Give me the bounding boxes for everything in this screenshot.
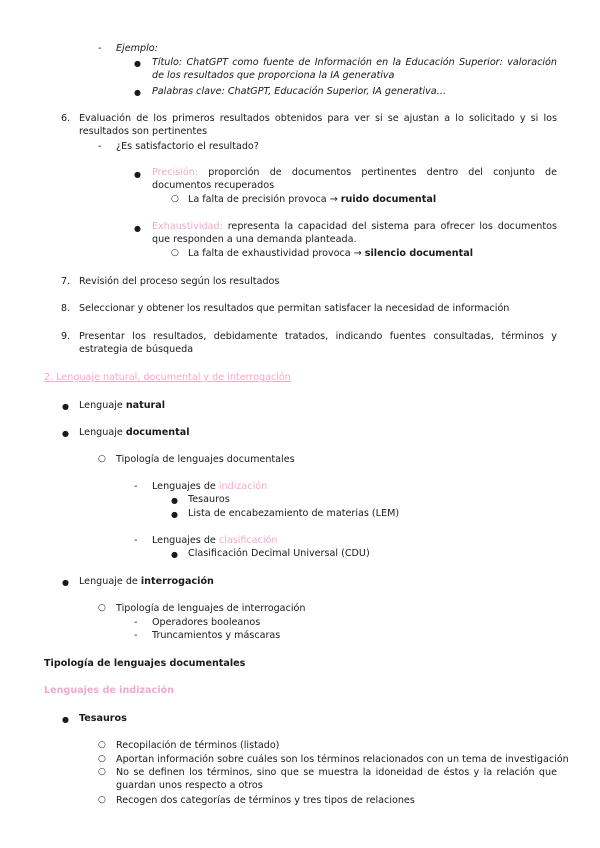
- step-number: 7.: [61, 276, 71, 287]
- bullet-icon: ●: [134, 224, 141, 233]
- lenguaje-natural-bold: natural: [125, 400, 166, 411]
- tesauros-item: Tesauros: [188, 494, 230, 505]
- ejemplo-palabras: Palabras clave: ChatGPT, Educación Superior, IA generativa…: [152, 86, 447, 97]
- dash-marker: -: [134, 535, 138, 546]
- dash-marker: -: [134, 630, 138, 641]
- step-6-question: ¿Es satisfactorio el resultado?: [116, 141, 259, 152]
- step-7-text: Revisión del proceso según los resultados: [79, 276, 280, 287]
- bullet-icon: ●: [134, 88, 141, 97]
- tesauros-point: No se definen los términos, sino que se muestra la idoneidad de éstos y la relación que guardan unos respecto a otros: [116, 767, 557, 791]
- step-number: 9.: [61, 331, 71, 342]
- precision-item: [152, 166, 557, 192]
- tesauros-heading: Tesauros: [79, 713, 127, 724]
- circle-bullet-icon: ○: [171, 248, 179, 258]
- tipologia-documentales: Tipología de lenguajes documentales: [116, 454, 295, 465]
- bullet-icon: ●: [171, 510, 178, 519]
- exhaustividad-sub-text: La falta de exhaustividad provoca →: [188, 248, 365, 259]
- exhaustividad-sub: [188, 247, 473, 260]
- lenguaje-documental-pre: Lenguaje: [79, 427, 126, 438]
- step-number: 6.: [61, 113, 71, 124]
- bullet-icon: ●: [62, 715, 69, 724]
- clasificacion-pre: Lenguajes de: [152, 535, 219, 546]
- lenguajes-clasificacion: [152, 534, 277, 547]
- circle-bullet-icon: ○: [98, 754, 106, 764]
- precision-sub: [188, 193, 436, 206]
- precision-sub-text: La falta de precisión provoca →: [188, 194, 341, 205]
- lenguaje-documental-bold: documental: [125, 427, 190, 438]
- precision-term: Precisión:: [152, 167, 199, 178]
- interrogacion-pre: Lenguaje de: [79, 576, 141, 587]
- bullet-icon: ●: [62, 578, 69, 587]
- silencio-documental: silencio documental: [364, 248, 473, 259]
- circle-bullet-icon: ○: [98, 767, 106, 777]
- lenguaje-interrogacion: [79, 575, 214, 588]
- tipologia-heading: Tipología de lenguajes documentales: [44, 658, 246, 669]
- precision-desc: proporción de documentos pertinentes dentro del conjunto de documentos recuperados: [152, 167, 557, 191]
- ejemplo-titulo: Título: ChatGPT como fuente de Información en la Educación Superior: valoración de los resultados que proporciona la IA generativa: [152, 57, 557, 81]
- clasificacion-term: clasificación: [218, 535, 278, 546]
- lenguaje-natural: [79, 399, 165, 412]
- dash-marker: -: [98, 43, 102, 54]
- indizacion-pre: Lenguajes de: [152, 481, 219, 492]
- interrogacion-bold: interrogación: [140, 576, 214, 587]
- tesauros-point: Recogen dos categorías de términos y tres tipos de relaciones: [116, 795, 415, 806]
- step-6-text: Evaluación de los primeros resultados obtenidos para ver si se ajustan a lo solicitado y si los resultados son pertinentes: [79, 113, 557, 137]
- lenguaje-natural-pre: Lenguaje: [79, 400, 126, 411]
- circle-bullet-icon: ○: [98, 603, 106, 613]
- tipologia-interrogacion: Tipología de lenguajes de interrogación: [116, 603, 306, 614]
- bullet-icon: ●: [134, 59, 141, 68]
- tesauros-point: Recopilación de términos (listado): [116, 740, 280, 751]
- bullet-icon: ●: [171, 550, 178, 559]
- circle-bullet-icon: ○: [171, 194, 179, 204]
- step-number: 8.: [61, 303, 71, 314]
- circle-bullet-icon: ○: [98, 454, 106, 464]
- operadores-booleanos: Operadores booleanos: [152, 617, 261, 628]
- indizacion-term: indización: [218, 481, 268, 492]
- exhaustividad-term: Exhaustividad:: [152, 221, 223, 232]
- tesauros-point: Aportan información sobre cuáles son los términos relacionados con un tema de investigación: [116, 754, 569, 765]
- dash-marker: -: [134, 617, 138, 628]
- circle-bullet-icon: ○: [98, 795, 106, 805]
- step-8-text: Seleccionar y obtener los resultados que permitan satisfacer la necesidad de información: [79, 303, 510, 314]
- circle-bullet-icon: ○: [98, 740, 106, 750]
- lenguaje-documental: [79, 426, 190, 439]
- bullet-icon: ●: [62, 429, 69, 438]
- section-2-heading[interactable]: 2. Lenguaje natural, documental y de interrogación: [44, 372, 291, 383]
- bullet-icon: ●: [62, 402, 69, 411]
- exhaustividad-desc: representa la capacidad del sistema para ofrecer los documentos que responden a una demanda planteada.: [152, 221, 557, 245]
- cdu-item: Clasificación Decimal Universal (CDU): [188, 548, 370, 559]
- truncamientos: Truncamientos y máscaras: [152, 630, 281, 641]
- exhaustividad-item: [152, 220, 557, 246]
- ejemplo-label: Ejemplo:: [116, 43, 158, 54]
- dash-marker: -: [98, 141, 102, 152]
- bullet-icon: ●: [134, 170, 141, 179]
- indizacion-heading: Lenguajes de indización: [44, 685, 174, 696]
- dash-marker: -: [134, 481, 138, 492]
- step-9-text: Presentar los resultados, debidamente tratados, indicando fuentes consultadas, términos y estrategia de búsqueda: [79, 331, 557, 355]
- lenguajes-indizacion: [152, 480, 267, 493]
- bullet-icon: ●: [171, 496, 178, 505]
- lem-item: Lista de encabezamiento de materias (LEM): [188, 508, 400, 519]
- ruido-documental: ruido documental: [340, 194, 437, 205]
